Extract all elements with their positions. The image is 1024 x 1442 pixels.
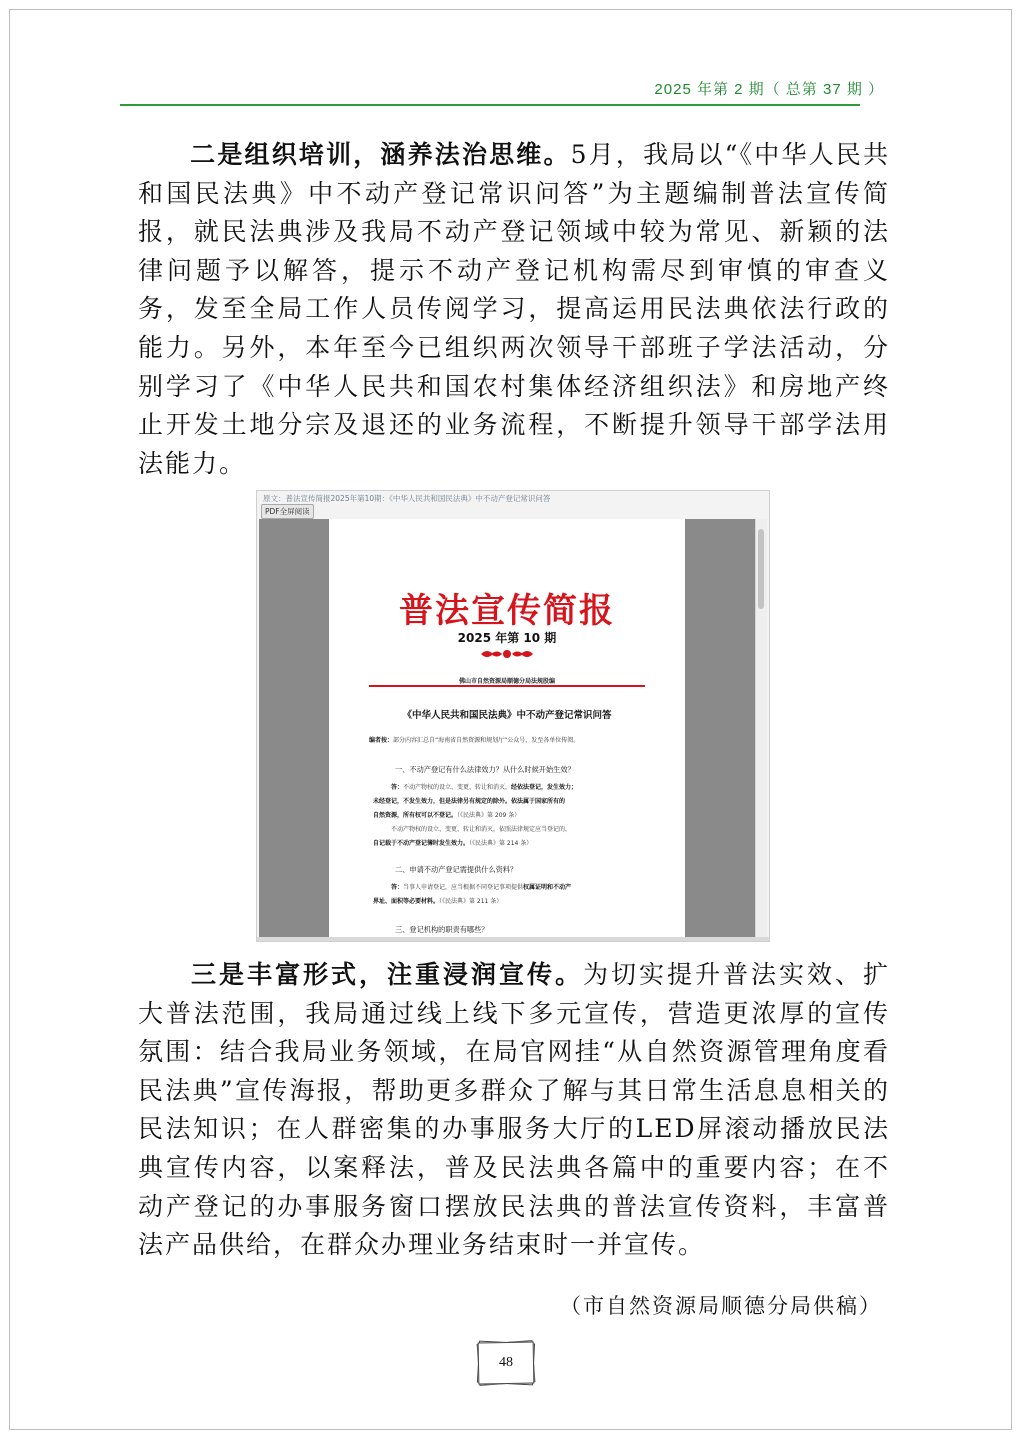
pdf-answer-1-cite-2: （《民法典》第 214 条） <box>469 840 533 847</box>
page-number: 48 <box>499 1355 513 1370</box>
pdf-answer-1-text-2: 未经登记，不发生效力，但是法律另有规定的除外。依法属于国家所有的 <box>373 798 566 805</box>
pdf-title: 普法宣传简报 <box>399 591 615 631</box>
pdf-answer-1-line-4: 不动产物权的设立、变更、转让和消灭，依照法律规定应当登记的， <box>391 826 572 833</box>
pdf-scrollbar[interactable] <box>755 519 767 939</box>
pdf-org: 佛山市自然资源局顺德分局法规股编 <box>458 678 555 685</box>
paragraph-publicity-lead: 三是丰富形式，注重浸润宣传。 <box>190 960 583 989</box>
pdf-answer-2-text-1: 当事人申请登记，应当根据不同登记事项提供 <box>403 884 524 891</box>
source-link[interactable]: 原文：普法宣传简报2025年第10期：《中华人民共和国民法典》中不动产登记常识问答 <box>263 494 551 503</box>
issue-header: 2025 年第 2 期（ 总第 37 期 ） <box>654 81 884 98</box>
pdf-page <box>329 519 685 939</box>
pdf-question-1: 一、不动产登记有什么法律效力？从什么时候开始生效？ <box>395 765 575 774</box>
pdf-answer-2-bold-1: 权属证明和不动产 <box>523 884 572 891</box>
pdf-answer-1-bold-1: 经依法登记，发生效力； <box>511 784 578 791</box>
pdf-answer-2-line-2 <box>373 896 502 905</box>
paragraph-training-lead: 二是组织培训，涵养法治思维。 <box>190 140 571 169</box>
embedded-web-screenshot <box>256 490 770 942</box>
pdf-heading: 《中华人民共和国民法典》中不动产登记常识问答 <box>402 710 612 721</box>
pdf-issue: 2025 年第 10 期 <box>457 631 557 645</box>
pdf-answer-1-text-5: 自记载于不动产登记簿时发生效力。 <box>373 840 470 847</box>
pdf-answer-1-cite-1: （《民法典》第 209 条） <box>457 812 521 819</box>
header-rule <box>120 104 860 106</box>
viewer-bottom-strip <box>257 937 769 941</box>
pdf-answer-1-text-1: 不动产物权的设立、变更、转让和消灭， <box>403 784 512 791</box>
page-number-box <box>472 1336 538 1386</box>
scrollbar-thumb[interactable] <box>758 529 764 609</box>
pdf-answer-1-line-2 <box>373 796 565 805</box>
pdf-answer-1-line-3 <box>373 810 520 819</box>
pdf-answer-1-label: 答： <box>391 784 404 791</box>
pdf-editor-note <box>369 735 579 744</box>
paragraph-publicity <box>138 956 890 1265</box>
pdf-question-2: 二、申请不动产登记需提供什么资料？ <box>395 865 518 874</box>
pdf-viewer[interactable] <box>259 519 755 939</box>
pdf-answer-2-text-2: 界址、面积等必要材料。 <box>373 898 440 905</box>
ornament-icon <box>477 647 537 661</box>
pdf-question-3: 三、登记机构的职责有哪些？ <box>395 925 489 934</box>
pdf-answer-1-line-1 <box>391 782 577 791</box>
pdf-answer-2-line-1 <box>391 882 571 891</box>
pdf-answer-1-line-5 <box>373 838 532 847</box>
pdf-rule <box>369 685 645 687</box>
pdf-answer-2-label: 答： <box>391 884 404 891</box>
paragraph-training-body: 5月，我局以“《中华人民共和国民法典》中不动产登记常识问答”为主题编制普法宣传简报，就民法典涉及我局不动产登记领域中较为常见、新颖的法律问题予以解答，提示不动产登记机构需尽到审慎的审查义务，发至全局工作人员传阅学习，提高运用民法典依法行政的能力。另外，本年至今已组织两次领导干部班子学法活动，分别学习了《中华人民共和国农村集体经济组织法》和房地产终止开发土地分宗及退还的业务流程，不断提升领导干部学法用法能力。 <box>138 140 890 478</box>
pdf-answer-1-text-3: 自然资源，所有权可以不登记。 <box>373 812 458 819</box>
paragraph-publicity-body: 为切实提升普法实效、扩大普法范围，我局通过线上线下多元宣传，营造更浓厚的宣传氛围：结合我局业务领域，在局官网挂“从自然资源管理角度看民法典”宣传海报，帮助更多群众了解与其日常生活息息相关的民法知识；在人群密集的办事服务大厅的LED屏滚动播放民法典宣传内容，以案释法，普及民法典各篇中的重要内容；在不动产登记的办事服务窗口摆放民法典的普法宣传资料，丰富普法产品供给，在群众办理业务结束时一并宣传。 <box>138 960 890 1260</box>
paragraph-training <box>138 136 890 483</box>
pdf-answer-2-cite: （《民法典》第 211 条） <box>439 898 503 905</box>
pdf-editor-label: 编者按： <box>369 737 394 744</box>
pdf-editor-text: 部分内容汇总自“海南省自然资源和规划厅”公众号，发至各单位传阅。 <box>393 737 580 744</box>
pdf-fullscreen-button[interactable]: PDF全屏阅读 <box>261 504 314 519</box>
source-credit: （市自然资源局顺德分局供稿） <box>560 1294 882 1318</box>
